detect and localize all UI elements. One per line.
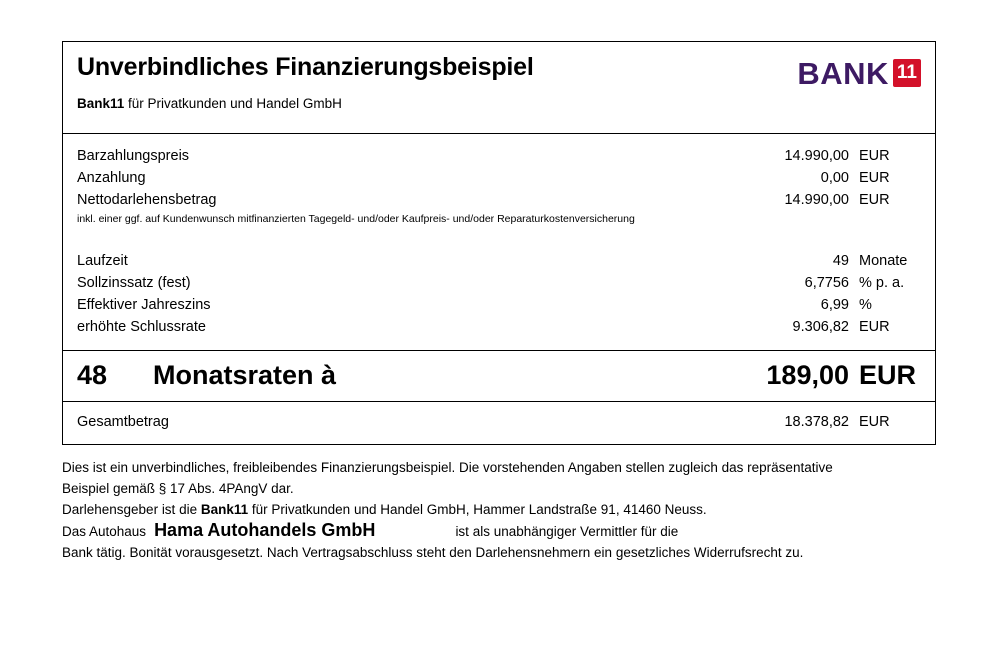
logo-wordmark: BANK	[797, 55, 889, 91]
row-label: Nettodarlehensbetrag	[77, 192, 217, 208]
lender-brand: Bank11	[200, 502, 249, 517]
dealer-prefix: Das Autohaus	[62, 524, 147, 539]
header-subtitle-rest: für Privatkunden und Handel GmbH	[124, 95, 342, 111]
row-label: erhöhte Schlussrate	[77, 319, 206, 335]
rate-unit: EUR	[859, 360, 917, 390]
rate-label: Monatsraten à	[153, 360, 337, 390]
table-row	[77, 294, 921, 316]
footnote-line-2: Beispiel gemäß § 17 Abs. 4PAngV dar.	[62, 481, 294, 496]
row-unit: EUR	[859, 192, 890, 208]
row-unit: % p. a.	[859, 275, 905, 291]
row-value: 18.378,82	[784, 414, 849, 430]
monthly-rate-row	[62, 351, 936, 402]
row-label: Sollzinssatz (fest)	[77, 275, 191, 291]
dealer-suffix: ist als unabhängiger Vermittler für die	[455, 524, 679, 539]
page-title: Unverbindliches Finanzierungsbeispiel	[77, 53, 534, 81]
row-value: 14.990,00	[784, 192, 849, 208]
footnote-line-1: Dies ist ein unverbindliches, freibleibendes Finanzierungsbeispiel. Die vorstehenden Angaben stellen zugleich das repräsentative	[62, 460, 833, 475]
row-value: 9.306,82	[792, 319, 849, 335]
row-unit: %	[859, 297, 872, 313]
net-loan-note: inkl. einer ggf. auf Kundenwunsch mitfinanzierten Tagegeld- und/oder Kaufpreis- und/oder Reparaturkostenversicherung	[77, 213, 635, 225]
row-value: 14.990,00	[784, 148, 849, 164]
rate-value: 189,00	[766, 360, 849, 390]
row-label: Barzahlungspreis	[77, 148, 190, 164]
row-unit: EUR	[859, 414, 890, 430]
section-spacer	[77, 226, 921, 250]
row-label: Effektiver Jahreszins	[77, 297, 211, 313]
row-label: Anzahlung	[77, 170, 146, 186]
document-header	[62, 41, 936, 133]
lender-prefix: Darlehensgeber ist die	[62, 502, 201, 517]
dealer-name: Hama Autohandels GmbH	[154, 520, 376, 540]
financing-example-document	[62, 41, 936, 563]
lender-line	[62, 499, 936, 520]
table-row	[77, 189, 921, 211]
table-row	[77, 411, 921, 433]
dealer-line	[62, 520, 936, 542]
row-value: 49	[832, 253, 849, 269]
footnote-line-last: Bank tätig. Bonität vorausgesetzt. Nach Vertragsabschluss steht den Darlehensnehmern ein gesetzliches Widerrufsrecht zu.	[62, 545, 804, 560]
footnotes	[62, 457, 936, 563]
row-unit: EUR	[859, 319, 890, 335]
header-subtitle-brand: Bank11	[77, 95, 125, 111]
header-subtitle	[77, 96, 921, 112]
table-row	[77, 272, 921, 294]
row-unit: Monate	[859, 253, 908, 269]
row-unit: EUR	[859, 170, 890, 186]
table-row	[77, 316, 921, 338]
row-label: Gesamtbetrag	[77, 414, 169, 430]
bank11-logo	[797, 56, 921, 90]
row-value: 6,7756	[804, 275, 849, 291]
row-label: Laufzeit	[77, 253, 128, 269]
row-unit: EUR	[859, 148, 890, 164]
total-section	[62, 402, 936, 445]
table-row	[77, 167, 921, 189]
row-value: 0,00	[820, 170, 849, 186]
table-row	[77, 145, 921, 167]
table-row	[77, 250, 921, 272]
rate-count: 48	[77, 360, 108, 390]
logo-badge-11: 11	[893, 59, 921, 87]
lender-suffix: für Privatkunden und Handel GmbH, Hammer Landstraße 91, 41460 Neuss.	[248, 502, 707, 517]
figures-section	[62, 133, 936, 351]
row-value: 6,99	[820, 297, 849, 313]
